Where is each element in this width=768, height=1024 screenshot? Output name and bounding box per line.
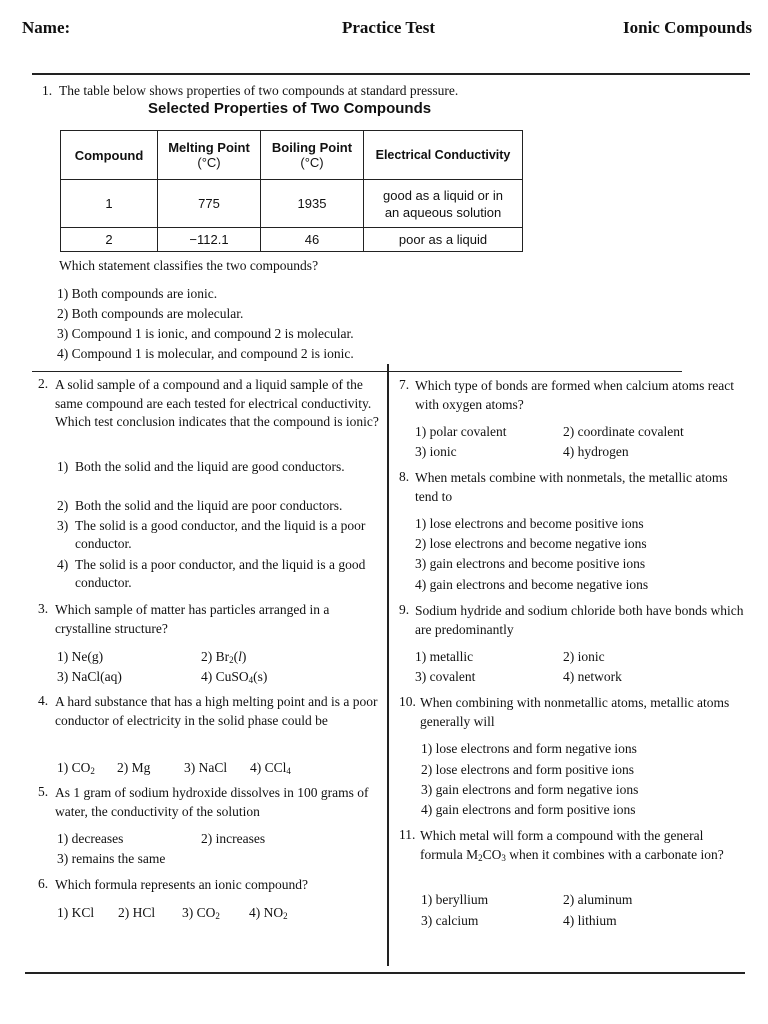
option-1[interactable]: 1) polar covalent xyxy=(415,424,507,439)
table-row xyxy=(61,228,523,252)
cell-melting: −112.1 xyxy=(158,228,261,252)
question-text xyxy=(420,827,745,864)
subscript: 2 xyxy=(283,911,288,921)
formula-text: 2) Br xyxy=(201,649,230,664)
option-4[interactable]: 4) gain electrons and form positive ions xyxy=(421,802,636,817)
question-text-part: CO xyxy=(482,846,502,862)
option-1[interactable]: Both the solid and the liquid are good conductors. xyxy=(75,459,345,474)
option-4[interactable]: The solid is a poor conductor, and the liquid is a good conductor. xyxy=(75,557,366,590)
question-text: As 1 gram of sodium hydroxide dissolves in 100 grams of water, the conductivity of the solution xyxy=(55,785,369,819)
cell-conductivity-line2: an aqueous solution xyxy=(384,204,502,220)
cell-melting: 775 xyxy=(158,180,261,228)
option-3-number: 3) xyxy=(57,518,69,533)
option-2[interactable]: 2) Mg xyxy=(117,760,151,775)
cell-conductivity-line1: good as a liquid or in xyxy=(383,187,503,203)
table-title: Selected Properties of Two Compounds xyxy=(148,100,432,117)
option-4[interactable] xyxy=(250,759,291,777)
option-3[interactable]: 3) ionic xyxy=(415,444,457,459)
question-number: 9. xyxy=(399,602,410,617)
formula-text: 4) CuSO xyxy=(201,669,249,684)
question-text-part: Which metal will form a compound with the general formula M xyxy=(420,828,704,862)
option-1-number: 1) xyxy=(57,459,69,474)
table-row xyxy=(61,180,523,228)
bottom-divider xyxy=(25,972,745,974)
cell-boiling: 1935 xyxy=(261,180,364,228)
table-header-row xyxy=(61,131,523,180)
col-melting-point xyxy=(158,131,261,180)
question-text: Which type of bonds are formed when calcium atoms react with oxygen atoms? xyxy=(415,378,735,412)
option-1[interactable]: 1) KCl xyxy=(57,905,95,920)
question-number: 1. xyxy=(42,83,53,98)
option-2[interactable]: 2) Both compounds are molecular. xyxy=(57,306,244,321)
question-number: 8. xyxy=(399,469,410,484)
question-number: 3. xyxy=(38,601,49,616)
option-3[interactable]: 3) covalent xyxy=(415,669,476,684)
option-1[interactable] xyxy=(57,759,95,777)
question-number: 7. xyxy=(399,377,410,392)
question-number: 2. xyxy=(38,376,49,391)
option-2[interactable]: 2) ionic xyxy=(563,649,605,664)
option-1[interactable]: 1) Both compounds are ionic. xyxy=(57,286,218,301)
option-2[interactable]: 2) HCl xyxy=(118,905,156,920)
option-3[interactable]: 3) Compound 1 is ionic, and compound 2 is molecular. xyxy=(57,326,354,341)
option-4-number: 4) xyxy=(57,557,69,572)
option-4[interactable] xyxy=(249,904,288,922)
option-4[interactable]: 4) network xyxy=(563,669,622,684)
cell-conductivity: poor as a liquid xyxy=(364,228,523,252)
option-2[interactable]: 2) coordinate covalent xyxy=(563,424,684,439)
option-4[interactable]: 4) lithium xyxy=(563,913,617,928)
formula-text: 3) CO xyxy=(182,905,216,920)
option-2[interactable]: 2) aluminum xyxy=(563,892,633,907)
cell-boiling: 46 xyxy=(261,228,364,252)
question-text: When combining with nonmetallic atoms, metallic atoms generally will xyxy=(420,695,730,729)
option-3[interactable]: 3) NaCl(aq) xyxy=(57,669,122,684)
subscript: 4 xyxy=(286,766,291,776)
col-boiling-label: Boiling Point xyxy=(271,140,353,155)
top-divider xyxy=(32,73,750,75)
option-1[interactable]: 1) lose electrons and become positive ions xyxy=(415,516,644,531)
phase-symbol: l xyxy=(238,649,242,664)
option-3[interactable]: 3) remains the same xyxy=(57,851,166,866)
col-melting-unit: (°C) xyxy=(197,155,221,170)
cell-conductivity xyxy=(364,180,523,228)
option-2[interactable]: 2) lose electrons and form positive ions xyxy=(421,762,634,777)
question-text-part: when it combines with a carbonate ion? xyxy=(505,846,724,862)
properties-table xyxy=(60,130,523,252)
col-compound: Compound xyxy=(61,131,158,180)
formula-text: 1) CO xyxy=(57,760,91,775)
option-2[interactable]: 2) increases xyxy=(201,831,266,846)
option-4[interactable]: 4) gain electrons and become negative ions xyxy=(415,577,649,592)
option-3[interactable]: 3) NaCl xyxy=(184,760,228,775)
formula-text: ( xyxy=(233,649,239,664)
formula-text: ) xyxy=(241,649,247,664)
formula-text: (s) xyxy=(253,669,268,684)
question-text: The table below shows properties of two compounds at standard pressure. xyxy=(59,83,459,98)
page-title: Practice Test xyxy=(342,18,435,37)
option-1[interactable]: 1) lose electrons and form negative ions xyxy=(421,741,637,756)
question-text: When metals combine with nonmetals, the metallic atoms tend to xyxy=(415,470,728,504)
subscript: 2 xyxy=(215,911,220,921)
col-boiling-point xyxy=(261,131,364,180)
question-number: 4. xyxy=(38,693,49,708)
option-1[interactable]: 1) Ne(g) xyxy=(57,649,104,664)
option-2-number: 2) xyxy=(57,498,69,513)
col-boiling-unit: (°C) xyxy=(300,155,324,170)
option-1[interactable]: 1) decreases xyxy=(57,831,124,846)
cell-compound: 2 xyxy=(61,228,158,252)
cell-compound: 1 xyxy=(61,180,158,228)
option-3[interactable]: The solid is a good conductor, and the liquid is a poor conductor. xyxy=(75,518,366,551)
subscript: 3 xyxy=(501,852,506,863)
option-2[interactable]: 2) lose electrons and become negative ions xyxy=(415,536,647,551)
option-2[interactable] xyxy=(201,648,246,666)
option-3[interactable]: 3) gain electrons and form negative ions xyxy=(421,782,639,797)
option-4[interactable]: 4) Compound 1 is molecular, and compound 2 is ionic. xyxy=(57,346,354,361)
question-prompt: Which statement classifies the two compounds? xyxy=(59,258,319,273)
subscript: 2 xyxy=(90,766,95,776)
col-conductivity: Electrical Conductivity xyxy=(364,131,523,180)
option-3[interactable] xyxy=(182,904,220,922)
question-text: A solid sample of a compound and a liquid sample of the same compound are each tested for electrical conductivity. Which test conclusion indicates that the compound is ionic? xyxy=(55,377,379,429)
column-divider xyxy=(387,364,389,966)
topic-title: Ionic Compounds xyxy=(623,18,752,37)
formula-text: 4) NO xyxy=(249,905,284,920)
option-2[interactable]: Both the solid and the liquid are poor conductors. xyxy=(75,498,343,513)
option-1[interactable]: 1) metallic xyxy=(415,649,474,664)
question-text: Which formula represents an ionic compound? xyxy=(55,877,309,892)
question-number: 5. xyxy=(38,784,49,799)
question-number: 10. xyxy=(399,694,416,709)
option-3[interactable]: 3) gain electrons and become positive ions xyxy=(415,556,646,571)
subscript: 2 xyxy=(229,655,234,665)
option-1[interactable]: 1) beryllium xyxy=(421,892,489,907)
subscript: 4 xyxy=(248,675,254,685)
question-text: A hard substance that has a high melting point and is a poor conductor of electricity in the solid phase could be xyxy=(55,694,378,728)
name-label: Name: xyxy=(22,18,71,37)
question-number: 6. xyxy=(38,876,49,891)
section-divider xyxy=(32,371,682,372)
question-number: 11. xyxy=(399,827,416,842)
question-text: Sodium hydride and sodium chloride both have bonds which are predominantly xyxy=(415,603,744,637)
col-melting-label: Melting Point xyxy=(168,140,250,155)
option-3[interactable]: 3) calcium xyxy=(421,913,479,928)
formula-text: 4) CCl xyxy=(250,760,287,775)
question-text: Which sample of matter has particles arranged in a crystalline structure? xyxy=(55,602,330,636)
subscript: 2 xyxy=(478,852,483,863)
option-4[interactable] xyxy=(201,668,267,686)
option-4[interactable]: 4) hydrogen xyxy=(563,444,629,459)
